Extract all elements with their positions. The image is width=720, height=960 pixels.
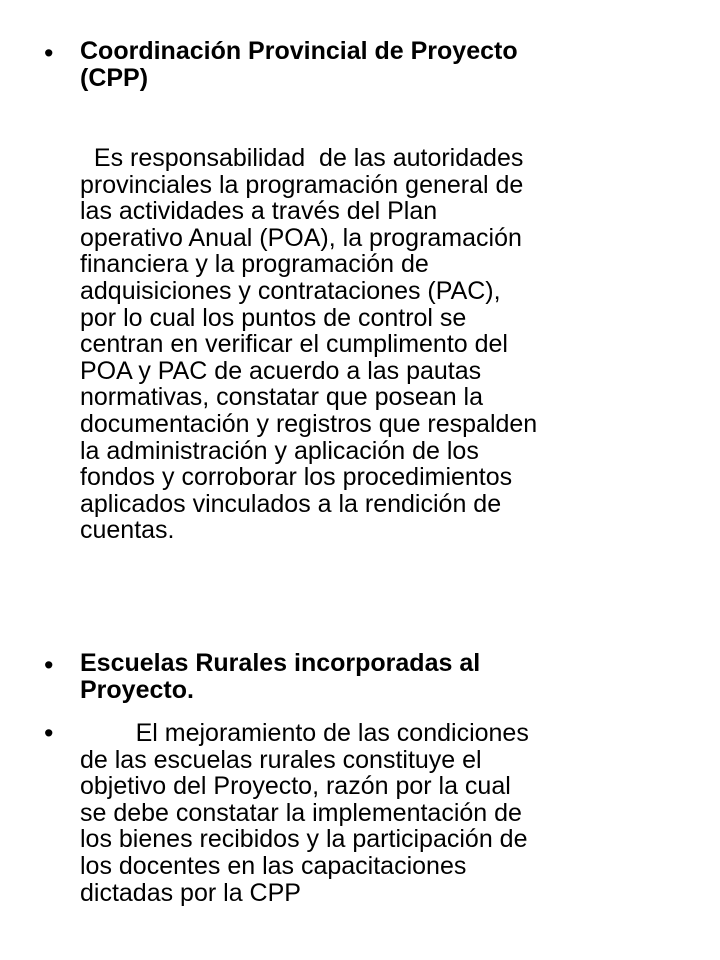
bullet-dot: • — [44, 718, 54, 748]
bullet-dot: • — [44, 38, 54, 68]
bullet-dot: • — [44, 650, 54, 680]
section-heading-rural-schools: Escuelas Rurales incorporadas al Proyecto. — [80, 649, 481, 704]
paragraph-text-cpp: Es responsabilidad de las autoridades provinciales la programación general de las actividades a través del Plan operativo Anual (POA), la programación financiera y la programación de adquisiciones y contrataciones (PAC), por lo cual los puntos de control se centran en verificar el cumplimento del POA y PAC de acuerdo a las pautas normativas, constatar que posean la documentación y registros que respalden la administración y aplicación de los fondos y corroborar los procedimientos aplicados vinculados a la rendición de cuentas. — [80, 144, 538, 545]
paragraph-text-rural-schools: El mejoramiento de las condiciones de las escuelas rurales constituye el objetivo del Proyecto, razón por la cual se debe constatar la implementación de los bienes recibidos y la participación de los docentes en las capacitaciones dictadas por la CPP — [80, 719, 529, 907]
section-heading-cpp: Coordinación Provincial de Proyecto (CPP) — [80, 37, 518, 92]
